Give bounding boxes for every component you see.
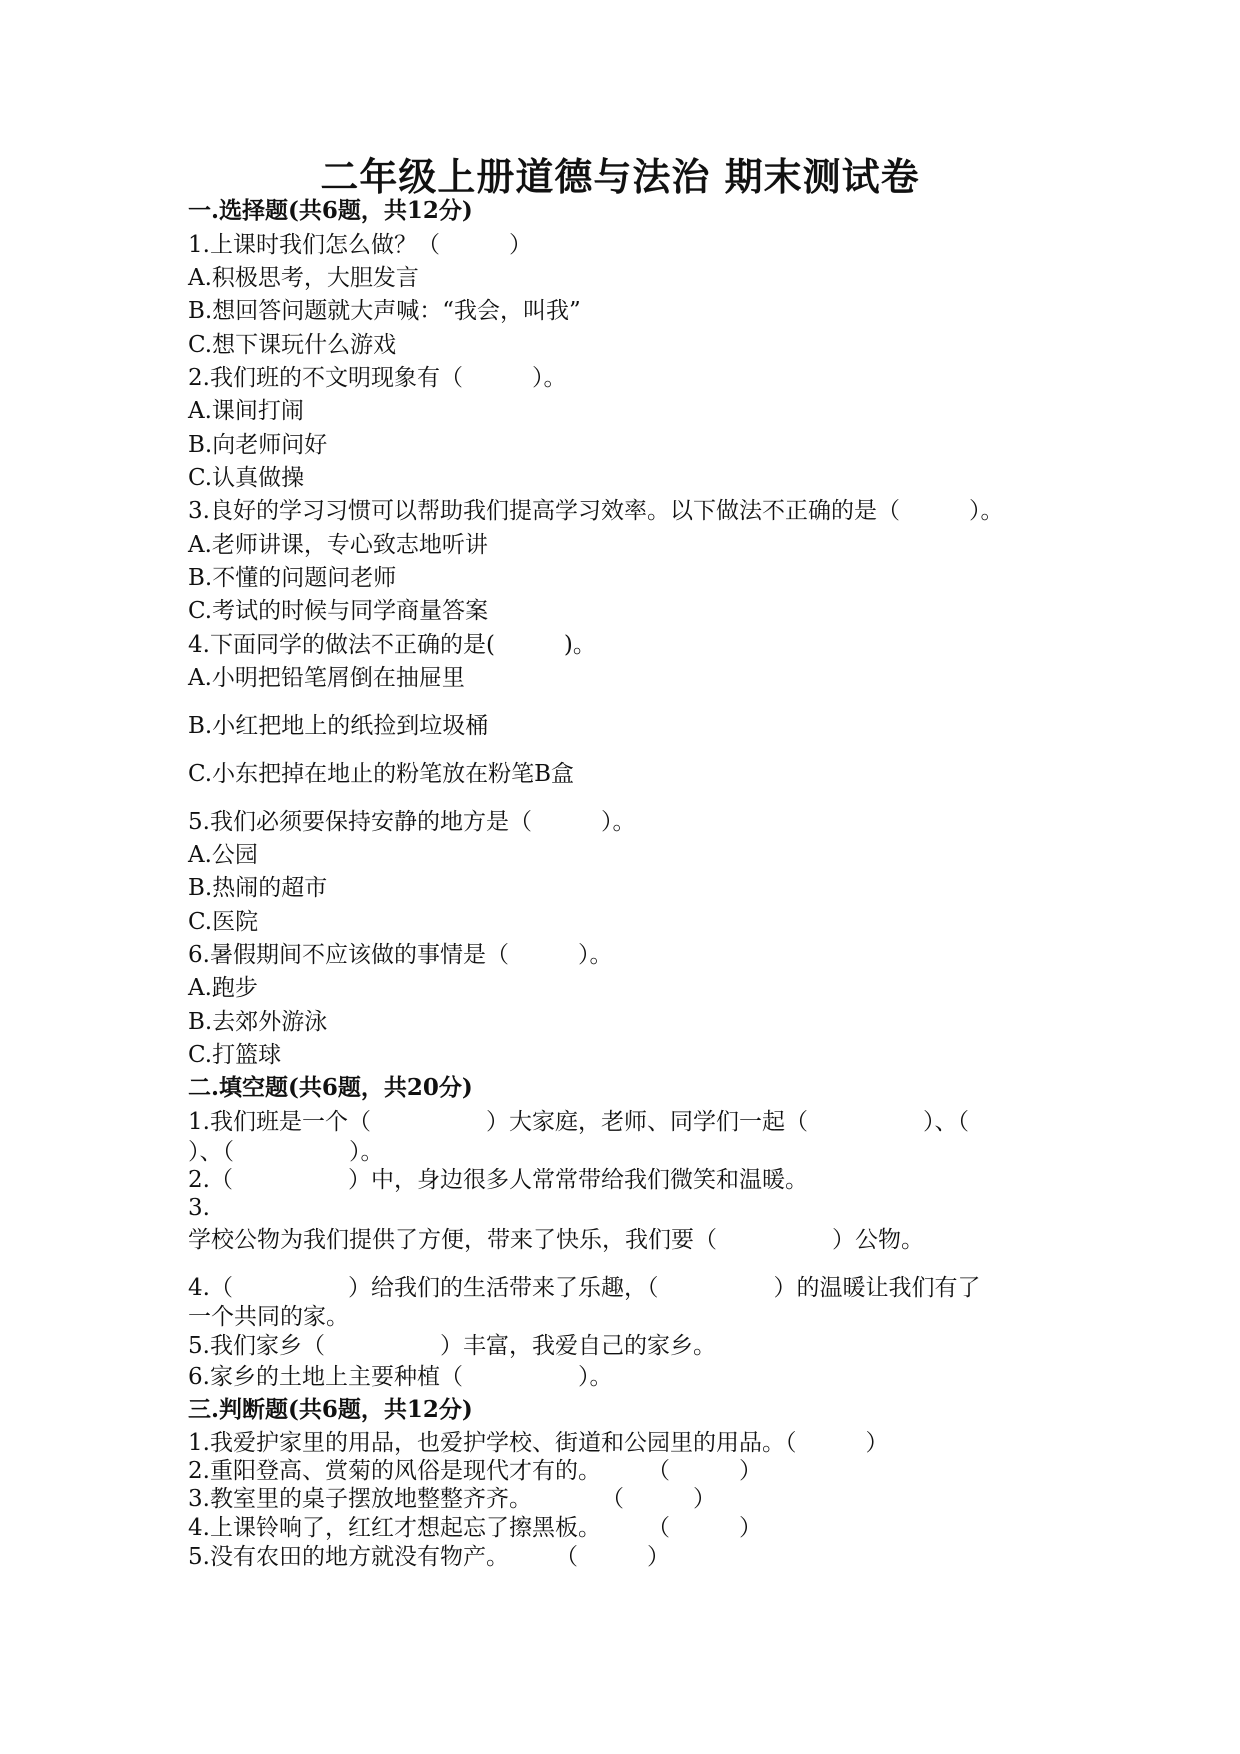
- option-line: A.跑步: [188, 975, 258, 1001]
- option-line: A.课间打闹: [188, 398, 304, 424]
- question-line: 3.良好的学习习惯可以帮助我们提高学习效率。以下做法不正确的是（ ）。: [188, 498, 1004, 524]
- question-line: 1.上课时我们怎么做？（ ）: [188, 232, 532, 258]
- option-line: B.去郊外游泳: [188, 1009, 328, 1035]
- question-line: 3.教室里的桌子摆放地整整齐齐。 （ ）: [188, 1486, 716, 1512]
- question-line: 4.下面同学的做法不正确的是( )。: [188, 632, 596, 658]
- question-line: 2.重阳登高、赏菊的风俗是现代才有的。 （ ）: [188, 1458, 762, 1484]
- option-line: A.公园: [188, 842, 258, 868]
- option-line: C.小东把掉在地止的粉笔放在粉笔B盒: [188, 761, 574, 787]
- option-line: B.热闹的超市: [188, 875, 328, 901]
- question-line: 4.（ ）给我们的生活带来了乐趣，（ ）的温暖让我们有了: [188, 1275, 981, 1301]
- question-line: ）、（ ）。: [188, 1139, 384, 1165]
- option-line: C.医院: [188, 909, 259, 935]
- question-line: 5.我们必须要保持安静的地方是（ ）。: [188, 809, 636, 835]
- section-heading: 一.选择题(共6题，共12分): [188, 197, 473, 224]
- option-line: B.小红把地上的纸捡到垃圾桶: [188, 713, 489, 739]
- option-line: C.打篮球: [188, 1042, 282, 1068]
- question-line: 学校公物为我们提供了方便，带来了快乐，我们要（ ）公物。: [188, 1227, 924, 1253]
- option-line: C.认真做操: [188, 465, 305, 491]
- question-line: 5.没有农田的地方就没有物产。 （ ）: [188, 1544, 670, 1570]
- option-line: C.想下课玩什么游戏: [188, 332, 397, 358]
- question-line: 1.我爱护家里的用品，也爱护学校、街道和公园里的用品。（ ）: [188, 1430, 889, 1456]
- question-line: 6.暑假期间不应该做的事情是（ ）。: [188, 942, 613, 968]
- question-line: 2.（ ）中，身边很多人常常带给我们微笑和温暖。: [188, 1167, 808, 1193]
- option-line: A.积极思考，大胆发言: [188, 265, 419, 291]
- question-line: 6.家乡的土地上主要种植（ ）。: [188, 1364, 613, 1390]
- question-line: 4.上课铃响了，红红才想起忘了擦黑板。 （ ）: [188, 1515, 762, 1541]
- question-line: 5.我们家乡（ ）丰富，我爱自己的家乡。: [188, 1333, 716, 1359]
- option-line: B.不懂的问题问老师: [188, 565, 397, 591]
- page-title: 二年级上册道德与法治 期末测试卷: [320, 154, 920, 199]
- question-line: 1.我们班是一个（ ）大家庭，老师、同学们一起（ ）、（: [188, 1109, 969, 1135]
- option-line: A.小明把铅笔屑倒在抽屉里: [188, 665, 465, 691]
- question-line: 2.我们班的不文明现象有（ ）。: [188, 365, 567, 391]
- section-heading: 二.填空题(共6题，共20分): [188, 1074, 473, 1101]
- option-line: B.向老师问好: [188, 432, 328, 458]
- section-heading: 三.判断题(共6题，共12分): [188, 1396, 473, 1423]
- option-line: A.老师讲课，专心致志地听讲: [188, 532, 488, 558]
- question-line: 3.: [188, 1195, 210, 1221]
- question-line: 一个共同的家。: [188, 1304, 349, 1330]
- option-line: C.考试的时候与同学商量答案: [188, 598, 489, 624]
- option-line: B.想回答问题就大声喊：“我会，叫我”: [188, 298, 581, 324]
